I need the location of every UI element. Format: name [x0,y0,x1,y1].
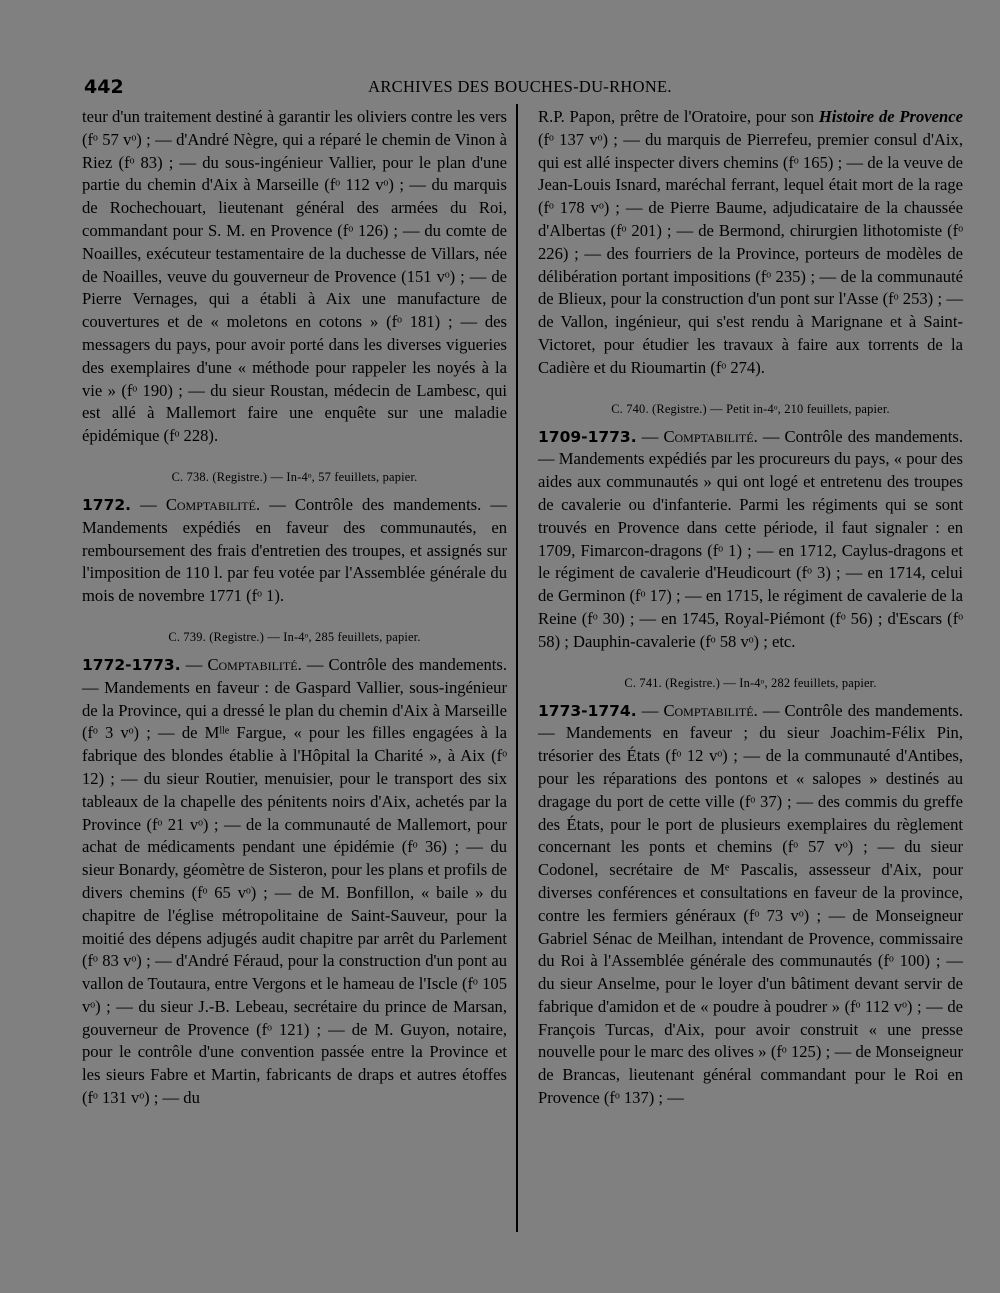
right-column [538,106,963,1110]
entry-heading-c740: C. 740. (Registre.) — Petit in-4ᵒ, 210 feuillets, papier. [611,401,890,416]
running-title: ARCHIVES DES BOUCHES-DU-RHONE. [368,77,672,96]
entry-category: Comptabilité [663,700,754,720]
entry-date: 1772-1773. [82,655,181,674]
entry-date: 1773-1774. [538,701,637,720]
entry-text: . — Contrôle des mandements. — Mandements expédiés par les procureurs du pays, « pour des aides aux communautés » qui ont logé et entretenu des troupes de cavalerie ou d'infanterie. Parmi les régiments qui se sont trouvés en Provence dans cette période, il faut signaler : en 1709, Fimarcon-dragons (fᵒ 1) ; — en 1712, Caylus-dragons et le régiment de cavalerie d'Heudicourt (fᵒ 3) ; — en 1714, celui de Germinon (fᵒ 17) ; — en 1715, le régiment de cavalerie de la Reine (fᵒ 30) ; — en 1745, Royal-Piémont (fᵒ 56) ; d'Escars (fᵒ 58) ; Dauphin-cavalerie (fᵒ 58 vᵒ) ; etc. [538,426,964,651]
entry-c740: 1709-1773. — Comptabilité. — Contrôle des mandements. — Mandements expédiés par les procureurs du pays, « pour des aides aux communautés » qui ont logé et entretenu des troupes de cavalerie ou d'infanterie. Parmi les régiments qui se sont trouvés en Provence dans cette période, il faut signaler : en 1709, Fimarcon-dragons (fᵒ 1) ; — en 1712, Caylus-dragons et le régiment de cavalerie d'Heudicourt (fᵒ 3) ; — en 1714, celui de Germinon (fᵒ 17) ; — en 1715, le régiment de cavalerie de la Reine (fᵒ 30) ; — en 1745, Royal-Piémont (fᵒ 56) ; d'Escars (fᵒ 58) ; Dauphin-cavalerie (fᵒ 58 vᵒ) ; etc. [538,426,964,651]
entry-category: Comptabilité [165,494,256,514]
entry-text: . — Contrôle des mandements. — Mandements en faveur ; du sieur Joachim-Félix Pin, trésorier des États (fᵒ 12 vᵒ) ; — de la communauté d'Antibes, pour les réparations des pontons et « salopes » destinés au dragage du port de cette ville (fᵒ 37) ; — des commis du greffe des États, pour le port de plusieurs exemplaires du règlement concernant les ponts et chemins (fᵒ 57 vᵒ) ; — du sieur Codonel, secrétaire de Mᵉ Pascalis, assesseur d'Aix, pour diverses conférences et consultations en faveur de la province, contre les fermiers généraux (fᵒ 73 vᵒ) ; — de Monseigneur Gabriel Sénac de Meilhan, intendant de Provence, commissaire du Roi à l'Assemblée générale des communautés (fᵒ 100) ; — du sieur Anselme, pour le loyer d'un bâtiment devant servir de fabrique d'amidon et de « poudre à poudrer » (fᵒ 112 vᵒ) ; — de François Turcas, d'Aix, pour avoir construit « une presse nouvelle pour le marc des olives » (fᵒ 125) ; — de Monseigneur de Brancas, lieutenant général commandant pour le Roi en Provence (fᵒ 137) ; — [538,700,964,1108]
entry-c738: 1772. — Comptabilité. — Contrôle des mandements. — Mandements expédiés en faveur des communautés, en remboursement des frais d'entretien des troupes, et assignés sur l'imposition de 110 l. par feu votée par l'Assemblée générale du mois de novembre 1771 (fᵒ 1). [82,494,507,606]
entry-c741: 1773-1774. — Comptabilité. — Contrôle des mandements. — Mandements en faveur ; du sieur Joachim-Félix Pin, trésorier des États (fᵒ 12 vᵒ) ; — de la communauté d'Antibes, pour les réparations des pontons et « salopes » destinés au dragage du port de cette ville (fᵒ 37) ; — des commis du greffe des États, pour le port de plusieurs exemplaires du règlement concernant les ponts et chemins (fᵒ 57 vᵒ) ; — du sieur Codonel, secrétaire de Mᵉ Pascalis, assesseur d'Aix, pour diverses conférences et consultations en faveur de la province, contre les fermiers généraux (fᵒ 73 vᵒ) ; — de Monseigneur Gabriel Sénac de Meilhan, intendant de Provence, commissaire du Roi à l'Assemblée générale des communautés (fᵒ 100) ; — du sieur Anselme, pour le loyer d'un bâtiment devant servir de fabrique d'amidon et de « poudre à poudrer » (fᵒ 112 vᵒ) ; — de François Turcas, d'Aix, pour avoir construit « une presse nouvelle pour le marc des olives » (fᵒ 125) ; — de Monseigneur de Brancas, lieutenant général commandant pour le Roi en Provence (fᵒ 137) ; — [538,700,964,1108]
continued-paragraph: R.P. Papon, prêtre de l'Oratoire, pour son Histoire de Provence (fᵒ 137 vᵒ) ; — du marquis de Pierrefeu, premier consul d'Aix, qui est allé inspecter divers chemins (fᵒ 165) ; — de la veuve de Jean-Louis Isnard, maréchal ferrant, lequel était mort de la rage (fᵒ 178 vᵒ) ; — de Pierre Baume, adjudicataire de la chaussée d'Albertas (fᵒ 201) ; — de Bermond, chirurgien lithotomiste (fᵒ 226) ; — des fourriers de la Province, porteurs de modèles de délibération portant impositions (fᵒ 235) ; — de la communauté de Blieux, pour la construction d'un pont sur l'Asse (fᵒ 253) ; — de Vallon, ingénieur, qui s'est rendu à Marignane et à Saint-Victoret, pour étudier les travaux à faire aux torrents de la Cadière et du Rioumartin (fᵒ 274). [538,107,963,377]
column-divider [516,104,518,1232]
entry-date: 1709-1773. [538,427,637,446]
entry-heading-c741: C. 741. (Registre.) — In-4ᵒ, 282 feuillets, papier. [624,675,877,690]
book-title: Histoire de Provence [818,107,963,126]
entry-category: Comptabilité [207,654,298,674]
page-number: 442 [84,76,124,98]
page-header [80,76,960,100]
entry-text: . — Contrôle des mandements. — Mandements expédiés en faveur des communautés, en remboursement des frais d'entretien des troupes, et assignés sur l'imposition de 110 l. par feu votée par l'Assemblée générale du mois de novembre 1771 (fᵒ 1). [82,494,507,606]
continued-paragraph: teur d'un traitement destiné à garantir les oliviers contre les vers (fᵒ 57 vᵒ) ; — d'André Nègre, qui a réparé le chemin de Vinon à Riez (fᵒ 83) ; — du sous-ingénieur Vallier, pour le plan d'une partie du chemin d'Aix à Marseille (fᵒ 112 vᵒ) ; — du marquis de Rochechouart, lieutenant général des armées du Roi, commandant pour S. M. en Provence (fᵒ 126) ; — du comte de Noailles, exécuteur testamentaire de la duchesse de Villars, née de Noailles, veuve du gouverneur de Provence (151 vᵒ) ; — de Pierre Vernages, qui a établi à Aix une manufacture de couvertures et de « moletons en cotons » (fᵒ 181) ; — des messagers du pays, pour avoir porté dans les diverses vigueries des exemplaires d'une « méthode pour rappeler les noyés à la vie » (fᵒ 190) ; — du sieur Roustan, médecin de Lambesc, qui est allé à Mallemort faire une enquête sur une maladie épidémique (fᵒ 228). [82,107,507,446]
entry-date: 1772. [82,495,132,514]
entry-c739: 1772-1773. — Comptabilité. — Contrôle des mandements. — Mandements en faveur : de Gaspard Vallier, sous-ingénieur de la Province, qui a dressé le plan du chemin d'Aix à Marseille (fᵒ 3 vᵒ) ; — de Mˡˡᵉ Fargue, « pour les filles engagées à la fabrique des blondes établie à l'Hôpital la Charité », à Aix (fᵒ 12) ; — du sieur Routier, menuisier, pour le transport des six tableaux de la chapelle des pénitents noirs d'Aix, achetés par la Province (fᵒ 21 vᵒ) ; — de la communauté de Mallemort, pour achat de médicaments pendant une épidémie (fᵒ 36) ; — du sieur Bonardy, géomètre de Sisteron, pour les plans et profils de divers chemins (fᵒ 65 vᵒ) ; — de M. Bonfillon, « baile » du chapitre de l'église métropolitaine de Saint-Sauveur, pour la moitié des dépens adjugés audit chapitre par arrêt du Parlement (fᵒ 83 vᵒ) ; — d'André Féraud, pour la construction d'un pont au vallon de Toutaura, entre Vergons et le hameau de l'Iscle (fᵒ 105 vᵒ) ; — du sieur J.-B. Lebeau, secrétaire du prince de Marsan, gouverneur de Provence (fᵒ 121) ; — de M. Guyon, notaire, pour le contrôle d'une convention passée entre la Province et les sieurs Fabre et Martin, fabricants de draps et autres étoffes (fᵒ 131 vᵒ) ; — du [82,654,508,1108]
entry-category: Comptabilité [663,426,754,446]
entry-heading-c739: C. 739. (Registre.) — In-4ᵒ, 285 feuillets, papier. [168,629,421,644]
entry-text: . — Contrôle des mandements. — Mandements en faveur : de Gaspard Vallier, sous-ingénieur de la Province, qui a dressé le plan du chemin d'Aix à Marseille (fᵒ 3 vᵒ) ; — de Mˡˡᵉ Fargue, « pour les filles engagées à la fabrique des blondes établie à l'Hôpital la Charité », à Aix (fᵒ 12) ; — du sieur Routier, menuisier, pour le transport des six tableaux de la chapelle des pénitents noirs d'Aix, achetés par la Province (fᵒ 21 vᵒ) ; — de la communauté de Mallemort, pour achat de médicaments pendant une épidémie (fᵒ 36) ; — du sieur Bonardy, géomètre de Sisteron, pour les plans et profils de divers chemins (fᵒ 65 vᵒ) ; — de M. Bonfillon, « baile » du chapitre de l'église métropolitaine de Saint-Sauveur, pour la moitié des dépens adjugés audit chapitre par arrêt du Parlement (fᵒ 83 vᵒ) ; — d'André Féraud, pour la construction d'un pont au vallon de Toutaura, entre Vergons et le hameau de l'Iscle (fᵒ 105 vᵒ) ; — du sieur J.-B. Lebeau, secrétaire du prince de Marsan, gouverneur de Provence (fᵒ 121) ; — de M. Guyon, notaire, pour le contrôle d'une convention passée entre la Province et les sieurs Fabre et Martin, fabricants de draps et autres étoffes (fᵒ 131 vᵒ) ; — du [82,654,508,1108]
left-column [82,106,507,1110]
entry-heading-c738: C. 738. (Registre.) — In-4ᵒ, 57 feuillets, papier. [171,469,418,484]
